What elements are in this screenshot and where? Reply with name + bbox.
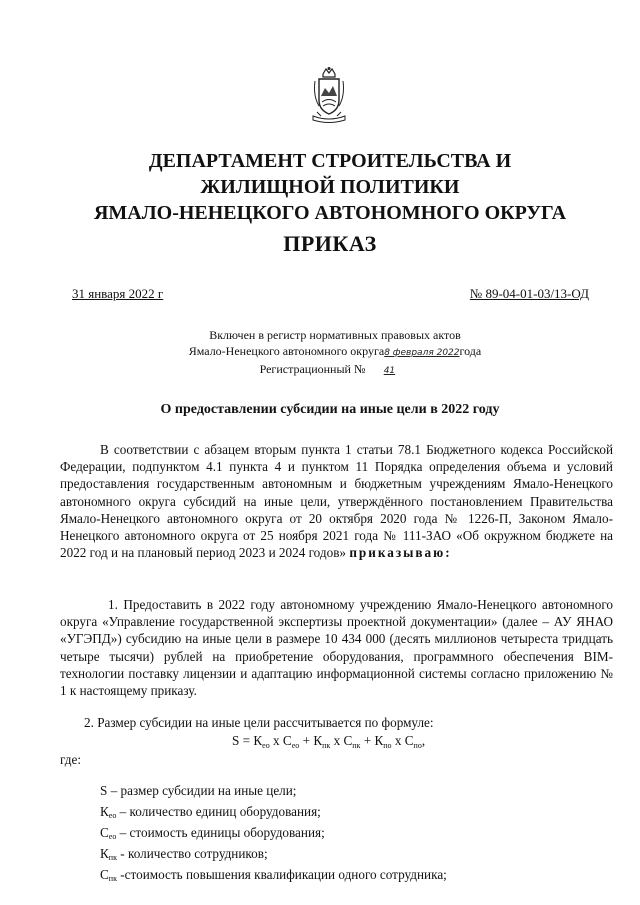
decree-word: приказываю: bbox=[349, 545, 452, 561]
subsidy-formula: $S = К_{ео}$ х $С_{ео} + К_{пк}$ х $С_{пк} + К_{по}$ х $С_{по}$, bbox=[232, 733, 426, 750]
department-line-3: ЯМАЛО-НЕНЕЦКОГО АВТОНОМНОГО ОКРУГА bbox=[93, 202, 567, 224]
where-label: где: bbox=[60, 752, 81, 767]
registry-number-label: Регистрационный № bbox=[259, 362, 366, 376]
preamble-paragraph bbox=[60, 441, 613, 561]
definition-item: $С_{ео}$ – стоимость единицы оборудования; bbox=[100, 825, 325, 842]
order-date: 31 января 2022 г bbox=[72, 286, 164, 301]
definition-item: $С_{пк}$ -стоимость повышения квалификации одного сотрудника; bbox=[100, 867, 447, 884]
clause-1-paragraph: 1. Предоставить в 2022 году автономному учреждению Ямало-Ненецкого автономного округа «Управление государственной экспертизы проектной документации» (далее – АУ ЯНАО «УГЭПД») субсидию на иные цели в размере 10 434 000 (десять миллионов четыреста тридцать четыре тысячи) рублей на приобретение оборудования, программного обеспечения BIM-технологии поставку лицензии и адаптацию информационной системы согласно приложению № 1 к настоящему приказу. bbox=[60, 597, 613, 699]
department-line-2: ЖИЛИЩНОЙ ПОЛИТИКИ bbox=[200, 176, 460, 198]
definition-item: $К_{пк}$ - количество сотрудников; bbox=[100, 846, 268, 863]
department-heading bbox=[40, 148, 620, 226]
department-line-1: ДЕПАРТАМЕНТ СТРОИТЕЛЬСТВА И bbox=[148, 150, 512, 172]
definition-item: $К_{ео}$ – количество единиц оборудования; bbox=[100, 804, 321, 821]
handwritten-registration-number: 41 bbox=[383, 366, 396, 376]
registry-line-2-suffix: года bbox=[459, 344, 482, 358]
registry-line-1: Включен в регистр нормативных правовых актов bbox=[209, 328, 461, 342]
clause-2-paragraph: 2. Размер субсидии на иные цели рассчитывается по формуле: bbox=[84, 715, 434, 730]
order-number: № 89-04-01-03/13-ОД bbox=[469, 286, 589, 301]
coat-of-arms-emblem bbox=[309, 66, 349, 126]
document-subject: О предоставлении субсидии на иные цели в 2022 году bbox=[160, 402, 500, 417]
preamble-text: В соответствии с абзацем вторым пункта 1 статьи 78.1 Бюджетного кодекса Российской Федерации, подпунктом 4.1 пункта 4 и пунктом 11 Порядка определения объема и условий предоставления государственным автономным и бюджетным учреждениям Ямало-Ненецкого автономного округа субсидий на иные цели, утверждённого постановлением Правительства Ямало-Ненецкого автономного округа от 20 октября 2020 года № 1226-П, Законом Ямало-Ненецкого автономного округа от 25 ноября 2021 года № 111-ЗАО «Об окружном бюджете на 2022 год и на плановый период 2023 и 2024 годов» bbox=[60, 442, 613, 561]
registry-stamp bbox=[150, 327, 520, 379]
registry-line-2 bbox=[150, 343, 520, 361]
definition-item: S – размер субсидии на иные цели; bbox=[100, 783, 297, 798]
formula-definitions-list bbox=[100, 782, 447, 887]
registry-line-3 bbox=[150, 361, 520, 379]
registry-line-2-prefix: Ямало-Ненецкого автономного округа bbox=[188, 344, 385, 358]
handwritten-registration-date: 8 февраля 2022 bbox=[384, 348, 460, 358]
document-type-title: ПРИКАЗ bbox=[283, 231, 377, 256]
